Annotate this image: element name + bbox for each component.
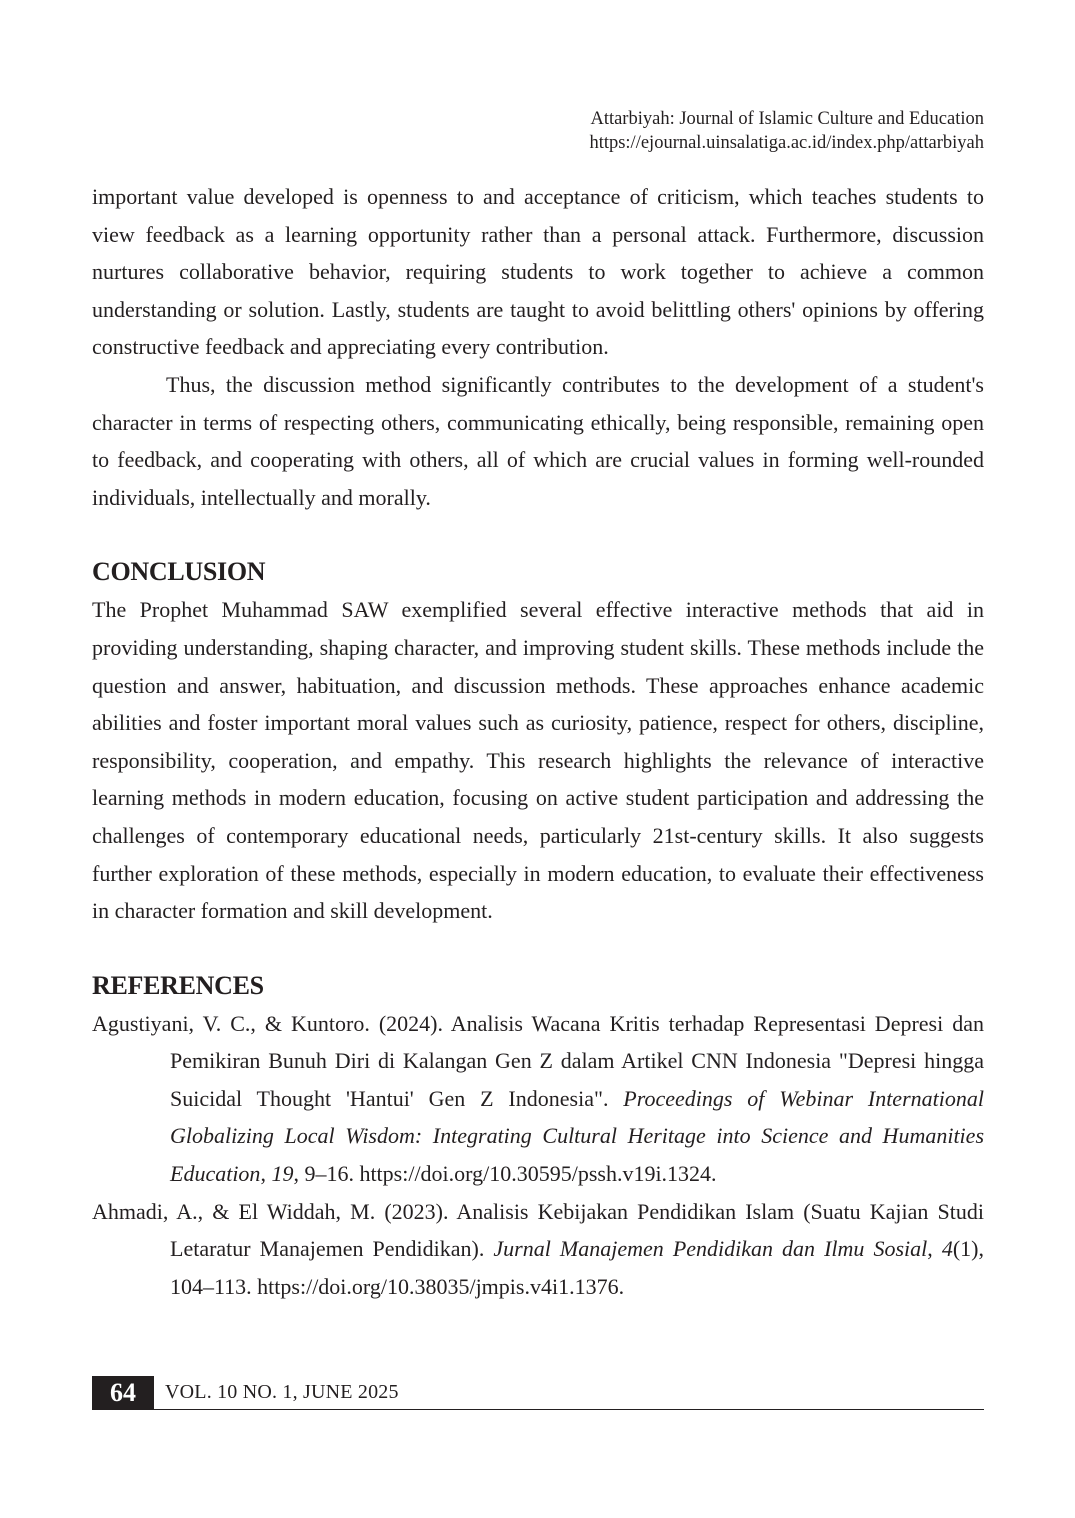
reference-separator: , (927, 1236, 942, 1262)
volume-info: VOL. 10 NO. 1, JUNE 2025 (165, 1381, 399, 1403)
reference-volume: 19 (271, 1161, 294, 1187)
reference-volume: 4 (941, 1236, 953, 1262)
reference-doi[interactable]: (1), 104–113. https://doi.org/10.38035/jmpis.v4i1.1376. (170, 1236, 984, 1299)
references-heading: REFERENCES (92, 970, 264, 1000)
reference-item (92, 1005, 984, 1193)
reference-source: Proceedings of Webinar International Globalizing Local Wisdom: Integrating Cultural Heritage into Science and Humanities Education (170, 1085, 984, 1187)
page-number: 64 (92, 1376, 154, 1409)
reference-item (92, 1193, 984, 1306)
journal-url[interactable]: https://ejournal.uinsalatiga.ac.id/index.php/attarbiyah (589, 133, 984, 153)
body-paragraph: important value developed is openness to and acceptance of criticism, which teaches students to view feedback as a learning opportunity rather than a personal attack. Furthermore, discussion nurtures collaborative behavior, requiring students to work together to achieve a common understanding or solution. Lastly, students are taught to avoid belittling others' opinions by offering constructive feedback and appreciating every contribution. (92, 184, 984, 360)
reference-text: Ahmadi, A., & El Widdah, M. (2023). Analisis Kebijakan Pendidikan Islam (Suatu Kajian Studi Letaratur Manajemen Pendidikan). (92, 1198, 984, 1262)
journal-title: Attarbiyah: Journal of Islamic Culture and Education (590, 109, 984, 129)
reference-separator: , (260, 1161, 272, 1187)
page-content (92, 178, 984, 1305)
running-header (589, 107, 984, 155)
reference-text: Agustiyani, V. C., & Kuntoro. (2024). Analisis Wacana Kritis terhadap Representasi Depresi dan Pemikiran Bunuh Diri di Kalangan Gen Z dalam Artikel CNN Indonesia "Depresi hingga Suicidal Thought 'Hantui' Gen Z Indonesia". (92, 1010, 984, 1111)
conclusion-paragraph: The Prophet Muhammad SAW exemplified several effective interactive methods that aid in providing understanding, shaping character, and improving student skills. These methods include the question and answer, habituation, and discussion methods. These approaches enhance academic abilities and foster important moral values such as curiosity, patience, respect for others, discipline, responsibility, cooperation, and empathy. This research highlights the relevance of interactive learning methods in modern education, focusing on active student participation and addressing the challenges of contemporary educational needs, particularly 21st-century skills. It also suggests further exploration of these methods, especially in modern education, to evaluate their effectiveness in character formation and skill development. (92, 597, 984, 924)
page-footer (92, 1376, 984, 1410)
reference-source: Jurnal Manajemen Pendidikan dan Ilmu Sosial (493, 1236, 928, 1262)
body-paragraph: Thus, the discussion method significantly contributes to the development of a student's character in terms of respecting others, communicating ethically, being responsible, remaining open to feedback, and cooperating with others, all of which are crucial values in forming well-rounded individuals, intellectually and morally. (92, 371, 984, 510)
conclusion-heading: CONCLUSION (92, 557, 266, 587)
reference-doi[interactable]: , 9–16. https://doi.org/10.30595/pssh.v19i.1324. (293, 1161, 717, 1187)
